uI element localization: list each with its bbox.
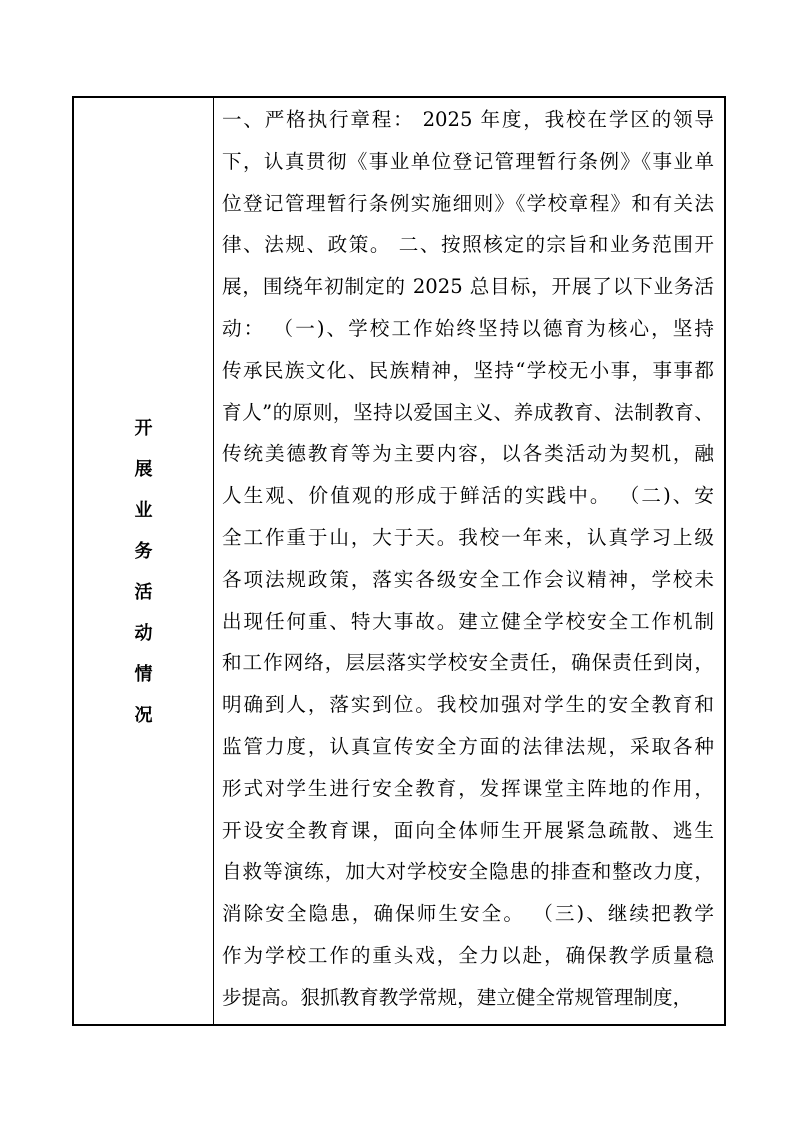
content-line: 位登记管理暂行条例实施细则》《学校章程》和有关法 — [222, 191, 714, 215]
content-line: 全工作重于山，大于天。我校一年来，认真学习上级 — [222, 525, 714, 549]
row-content-cell — [214, 98, 724, 1024]
row-label-char: 开 — [134, 418, 153, 439]
row-label-char: 情 — [134, 664, 153, 685]
content-line: 作为学校工作的重头戏，全力以赴，确保教学质量稳 — [222, 943, 714, 967]
row-label-char: 展 — [134, 459, 153, 480]
content-line: 传统美德教育等为主要内容，以各类活动为契机，融 — [222, 442, 714, 466]
row-label — [135, 408, 153, 736]
business-activities-text — [222, 98, 714, 1019]
content-line: 下，认真贯彻《事业单位登记管理暂行条例》《事业单 — [222, 149, 714, 173]
row-label-char: 活 — [134, 582, 153, 603]
content-line: 明确到人，落实到位。我校加强对学生的安全教育和 — [222, 693, 714, 717]
content-line: 展，围绕年初制定的 2025 总目标，开展了以下业务活 — [222, 275, 714, 299]
content-line: 人生观、价值观的形成于鲜活的实践中。 （二)、安 — [222, 484, 714, 508]
content-line: 自救等演练，加大对学校安全隐患的排查和整改力度， — [222, 860, 714, 884]
content-line: 律、法规、政策。 二、按照核定的宗旨和业务范围开 — [222, 233, 714, 257]
content-line: 一、严格执行章程： 2025 年度，我校在学区的领导 — [222, 108, 714, 131]
content-line: 各项法规政策，落实各级安全工作会议精神，学校未 — [222, 567, 714, 591]
row-label-char: 况 — [134, 705, 153, 726]
content-line: 形式对学生进行安全教育，发挥课堂主阵地的作用， — [222, 776, 714, 800]
row-label-char: 务 — [134, 541, 153, 562]
content-line: 传承民族文化、民族精神，坚持“学校无小事，事事都 — [222, 358, 714, 382]
content-line: 出现任何重、特大事故。建立健全学校安全工作机制 — [222, 609, 714, 633]
content-line: 开设安全教育课，面向全体师生开展紧急疏散、逃生 — [222, 818, 714, 842]
content-line: 动： （一)、学校工作始终坚持以德育为核心，坚持 — [222, 316, 714, 340]
row-label-char: 业 — [134, 500, 153, 521]
row-label-char: 动 — [134, 623, 153, 644]
row-label-cell — [74, 98, 214, 1024]
report-table — [72, 96, 726, 1026]
content-line: 步提高。狠抓教育教学常规，建立健全常规管理制度， — [222, 985, 693, 1009]
content-line: 育人”的原则，坚持以爱国主义、养成教育、法制教育、 — [222, 400, 714, 424]
content-line: 消除安全隐患，确保师生安全。 （三)、继续把教学 — [222, 902, 714, 926]
content-line: 监管力度，认真宣传安全方面的法律法规，采取各种 — [222, 734, 714, 758]
content-line: 和工作网络，层层落实学校安全责任，确保责任到岗， — [222, 651, 714, 675]
